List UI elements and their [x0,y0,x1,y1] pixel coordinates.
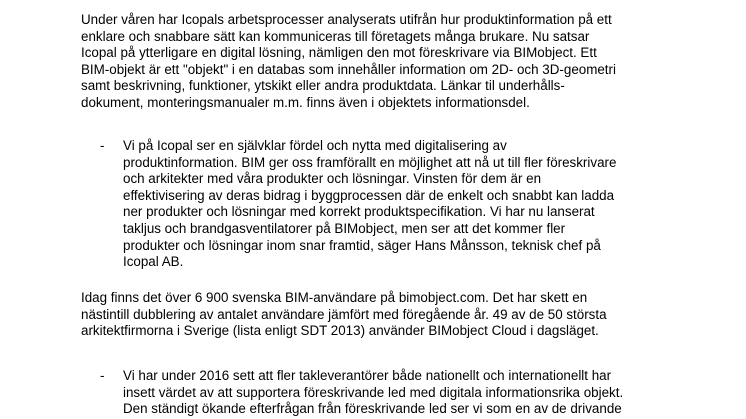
text-line: arkitektfirmorna i Sverige (lista enligt SDT 2013) använder BIMobject Cloud i dagsläget. [81,323,599,339]
text-line: dokument, monteringsmanualer m.m. finns även i objektets informationsdel. [81,94,530,110]
text-line: Vi på Icopal ser en självklar fördel och nytta med digitalisering av [123,138,507,153]
text-line: BIM-objekt är ett "objekt" i en databas som innehåller information om 2D- och 3D-geometri [81,61,616,77]
text-line: enklare och snabbare sätt kan kommuniceras till företagets många brukare. Nu satsar [81,28,590,44]
bullet-marker: - [100,138,105,153]
text-line: Icopal på ytterligare en digital lösning, nämligen den mot föreskrivare via BIMobject. Ett [81,45,597,61]
text-line: Den ständigt ökande efterfrågan från föreskrivande led ser vi som en av de drivande [123,401,622,417]
bullet-marker: - [100,368,105,383]
intro-paragraph [81,12,671,112]
text-line: Under våren har Icopals arbetsprocesser analyserats utifrån hur produktinformation på ett [81,12,612,27]
text-line: ner produkter och lösningar med korrekt produktspecifikation. Vi har nu lanserat [123,204,595,220]
text-line: samt beskrivning, funktioner, ytskikt eller andra produktdata. Länkar til underhålls- [81,78,565,94]
text-line: insett värdet av att supportera föreskrivande led med digitala informationsrika objekt. [123,384,624,400]
text-line: nästintill dubblering av antalet användare jämfört med föregående år. 49 av de 50 största [81,306,607,322]
bullet-text [123,368,663,418]
text-line: effektivisering av deras bidrag i byggprocessen där de enkelt och snabbt kan ladda [123,187,615,203]
text-line: Idag finns det över 6 900 svenska BIM-användare på bimobject.com. Det har skett en [81,290,588,305]
text-line: Vi har under 2016 sett att fler takleverantörer både nationellt och internationellt har [123,368,612,383]
text-line: produktinformation. BIM ger oss framförallt en möjlighet att nå ut till fler föreskrivare [123,154,617,170]
text-line: produkter och lösningar inom snar framtid, säger Hans Månsson, teknisk chef på [123,237,601,253]
text-line: Icopal AB. [123,254,184,270]
text-line: takljus och brandgasventilatorer på BIMobject, men ser att det kommer fler [123,220,566,236]
text-line: och arkitekter med våra produkter och lösningar. Vinsten för dem är en [123,171,542,187]
statistics-paragraph [81,290,671,340]
bullet-text [123,138,663,271]
